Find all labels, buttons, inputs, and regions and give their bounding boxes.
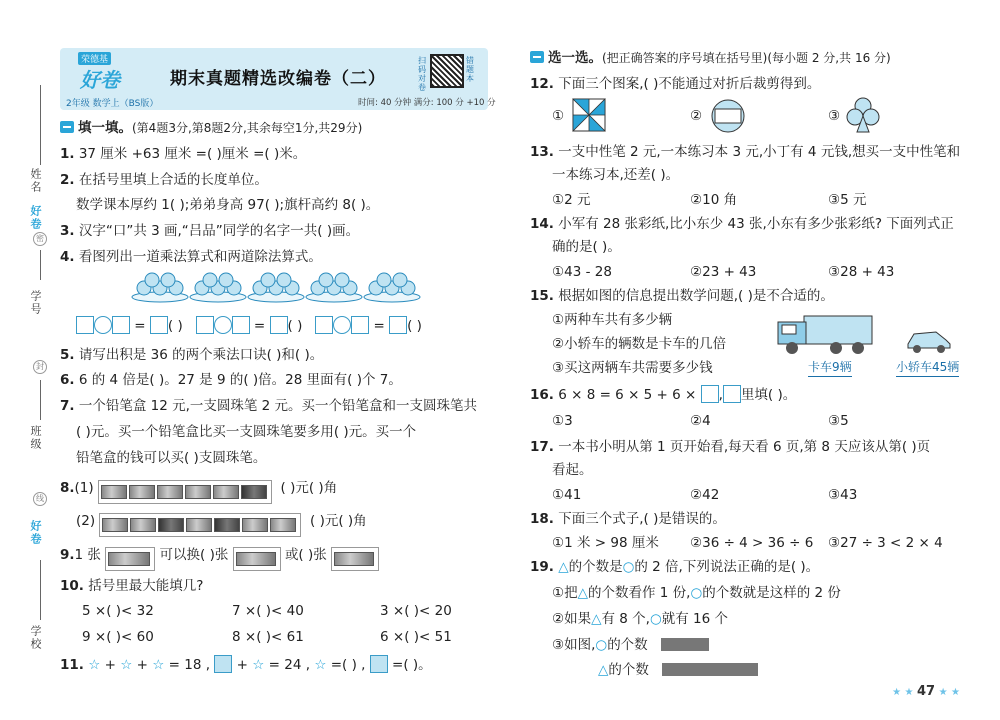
q9-bill-10 [233,547,281,571]
id-line [40,250,41,280]
q5: 5. 请写出积是 36 的两个乘法口诀( )和( )。 [60,347,324,363]
q14-opt1: ①43 - 28 [552,264,612,280]
exam-meta: 时间: 40 分钟 满分: 100 分 +10 分 [358,98,496,108]
triangle-icon: △ [591,611,602,627]
q17-line2: 看起。 [552,462,593,478]
q13: 13. 一支中性笔 2 元,一本练习本 3 元,小丁有 4 元钱,想买一支中性笔和 [530,144,961,160]
section-fill-note: (第4题3分,第8题2分,其余每空1分,共29分) [132,121,363,135]
circle-icon: ○ [595,637,608,653]
q10-r2c1: 9 ×( )< 60 [82,629,154,645]
q16-opt3: ③5 [828,413,849,429]
section-choose-head [530,48,891,68]
q7-line2: ( )元。买一个铅笔盒比买一支圆珠笔要多用( )元。买一个 [76,424,417,440]
star-decoration-icon: ★ ★ [892,687,917,698]
brand-mark-1: 好卷 [29,205,42,231]
q6: 6. 6 的 4 倍是( )。27 是 9 的( )倍。28 里面有( )个 7。 [60,372,402,388]
q18-opt1: ①1 米 > 98 厘米 [552,535,659,551]
q17-opt1: ①41 [552,487,582,503]
q1: 1. 37 厘米 +63 厘米 =( )厘米 =( )米。 [60,146,307,162]
seal-mark-1: 密 [33,232,47,246]
triangle-icon: △ [577,585,588,601]
section-choose-note: (把正确答案的序号填在括号里)(每小题 2 分,共 16 分) [602,51,891,65]
section-fill-head [60,118,362,138]
q7-line3: 铅笔盒的钱可以买( )支圆珠笔。 [76,450,267,466]
name-label: 姓名 [29,168,42,194]
page-title: 期末真题精选改编卷（二） [170,69,386,89]
plate-4 [306,273,362,302]
truck-icon [776,310,876,356]
q14-line2: 确的是( )。 [552,239,621,255]
q13-opt3: ③5 元 [828,192,867,208]
q7: 7. 一个铅笔盒 12 元,一支圆珠笔 2 元。买一个铅笔盒和一支圆珠笔共 [60,398,478,414]
triangle-icon: △ [598,662,609,678]
star-icon: ☆ [120,657,133,673]
car-icon [904,326,952,354]
section-icon [60,121,74,133]
plate-3 [248,273,304,302]
star-decoration-icon: ★ ★ [935,687,960,698]
q8-bills-2 [99,513,301,537]
q16-opt2: ②4 [690,413,711,429]
q8-bills-1 [98,480,272,504]
q17-opt2: ②42 [690,487,720,503]
binding-strip [0,0,50,720]
q19-opt3: ③如图,○的个数 [552,635,709,655]
q17-opt3: ③43 [828,487,858,503]
brand-mark-2: 好卷 [29,520,42,546]
q4-fruit-plates [130,270,430,304]
q8-part2: (2) ( )元( )角 [76,511,367,537]
q16: 16. 6 × 8 = 6 × 5 + 6 × , 里填( )。 [530,387,797,403]
q12-opt2: ② [690,108,703,124]
q13-opt1: ①2 元 [552,192,591,208]
brand-small: 荣德基 [78,52,111,65]
q9-bill-5 [331,547,379,571]
qr-code-icon [430,54,464,88]
name-line [40,85,41,165]
q19-opt3-b: △的个数 [598,660,758,680]
section-fill-title: 填一填。 [78,120,132,136]
q15-opt1: ①两种车共有多少辆 [552,312,673,328]
q16-opt1: ①3 [552,413,573,429]
seal-mark-3: 线 [33,492,47,506]
class-label: 班级 [29,425,42,451]
page-number: 47 [917,684,936,699]
triangle-count-bar [662,663,758,676]
section-choose-title: 选一选。 [548,50,602,66]
q14: 14. 小军有 28 张彩纸,比小东少 43 张,小东有多少张彩纸? 下面列式正 [530,216,954,232]
q12: 12. 下面三个图案,( )不能通过对折后裁剪得到。 [530,76,821,92]
id-label: 学号 [29,290,42,316]
plate-2 [190,273,246,302]
q15-opt3: ③买这两辆车共需要多少钱 [552,360,713,376]
q18-opt3: ③27 ÷ 3 < 2 × 4 [828,535,943,551]
qr-left-label: 扫码对卷 [418,56,426,92]
q13-line2: 一本练习本,还差( )。 [552,167,680,183]
q12-opt3: ③ [828,108,841,124]
class-line [40,380,41,420]
q10-r2c2: 8 ×( )< 61 [232,629,304,645]
q19-opt2: ②如果△有 8 个,○就有 16 个 [552,611,729,627]
star-icon: ☆ [152,657,165,673]
section-icon [530,51,544,63]
q4: 4. 看图列出一道乘法算式和两道除法算式。 [60,249,322,265]
q13-opt2: ②10 角 [690,192,738,208]
q12-club-icon [846,96,880,134]
q11: 11. ☆ + ☆ + ☆ = 18 , + ☆ = 24 , ☆ =( ) , =( )。 [60,657,432,673]
q10-r2c3: 6 ×( )< 51 [380,629,452,645]
q19: 19. △的个数是○的 2 倍,下列说法正确的是( )。 [530,559,820,575]
seal-mark-2: 封 [33,360,47,374]
school-line [40,560,41,620]
grade-label: 2年级 数学上（BS版） [66,99,159,109]
q12-pinwheel-icon [572,98,606,132]
q14-opt3: ③28 + 43 [828,264,895,280]
q15: 15. 根据如图的信息提出数学问题,( )是不合适的。 [530,288,834,304]
q12-circle-icon [710,98,746,134]
q18: 18. 下面三个式子,( )是错误的。 [530,511,726,527]
q9: 9.1 张 可以换( )张 或( )张 [60,545,379,571]
circle-count-bar [661,638,709,651]
truck-label: 卡车9辆 [808,358,852,377]
q19-opt1: ①把△的个数看作 1 份,○的个数就是这样的 2 份 [552,585,841,601]
star-icon: ☆ [88,657,101,673]
q2-line2: 数学课本厚约 1( );弟弟身高 97( );旗杆高约 8( )。 [76,197,380,213]
q4-answer-row: = ( ) = ( ) = ( ) [76,316,422,336]
qr-right-label: 错题本 [466,56,474,83]
brand-logo: 好卷 [80,68,120,92]
q15-opt2: ②小轿车的辆数是卡车的几倍 [552,336,727,352]
star-icon: ☆ [252,657,265,673]
circle-icon: ○ [690,585,703,601]
q2: 2. 在括号里填上合适的长度单位。 [60,172,268,188]
triangle-icon: △ [558,559,569,575]
q8-part1: 8.(1) ( )元( )角 [60,478,337,504]
circle-icon: ○ [649,611,662,627]
q18-opt2: ②36 ÷ 4 > 36 ÷ 6 [690,535,814,551]
q14-opt2: ②23 + 43 [690,264,757,280]
q3: 3. 汉字“口”共 3 画,“吕品”同学的名字一共( )画。 [60,223,360,239]
q12-opt1: ① [552,108,565,124]
q10-r1c3: 3 ×( )< 20 [380,603,452,619]
circle-icon: ○ [622,559,635,575]
q17: 17. 一本书小明从第 1 页开始看,每天看 6 页,第 8 天应该从第( )页 [530,439,931,455]
car-label: 小轿车45辆 [896,358,959,377]
plate-1 [132,273,188,302]
plate-5 [364,273,420,302]
q10: 10. 括号里最大能填几? [60,578,204,594]
star-icon: ☆ [314,657,327,673]
page-number-row [892,684,960,699]
q10-r1c2: 7 ×( )< 40 [232,603,304,619]
q10-r1c1: 5 ×( )< 32 [82,603,154,619]
q9-bill-20 [105,547,155,571]
school-label: 学校 [29,625,42,651]
